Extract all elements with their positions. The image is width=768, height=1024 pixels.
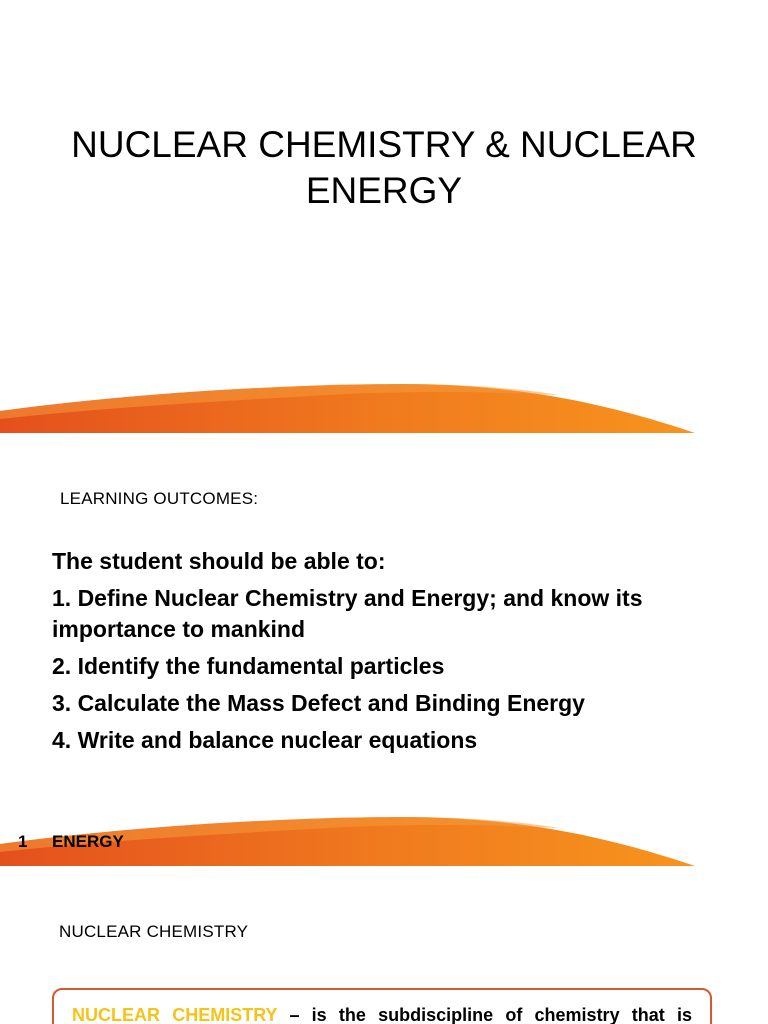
slide-title (20, 122, 748, 214)
outcome-item: 3. Calculate the Mass Defect and Binding Energy (52, 690, 585, 716)
outcome-item: 2. Identify the fundamental particles (52, 653, 445, 679)
footer-title: ENERGY (52, 832, 124, 851)
slide-number: 1 (18, 832, 28, 851)
section-heading: LEARNING OUTCOMES: (60, 489, 259, 508)
outcomes-list (52, 546, 692, 762)
orange-wave-decoration (0, 373, 768, 433)
outcomes-intro: The student should be able to: (52, 548, 386, 574)
title-slide (0, 0, 768, 433)
section-heading: NUCLEAR CHEMISTRY (59, 922, 249, 941)
outcome-item: 1. Define Nuclear Chemistry and Energy; and know its importance to mankind (52, 585, 643, 642)
definition-box (52, 988, 712, 1024)
nuclear-chemistry-slide (0, 866, 768, 1024)
slide-title-line-1: NUCLEAR CHEMISTRY & NUCLEAR (71, 124, 697, 165)
definition-term: NUCLEAR CHEMISTRY (72, 1005, 278, 1024)
outcome-item: 4. Write and balance nuclear equations (52, 727, 478, 753)
definition-text: – is the subdiscipline of chemistry that is (277, 1005, 693, 1024)
learning-outcomes-slide (0, 433, 768, 866)
slide-title-line-2: ENERGY (305, 170, 463, 211)
